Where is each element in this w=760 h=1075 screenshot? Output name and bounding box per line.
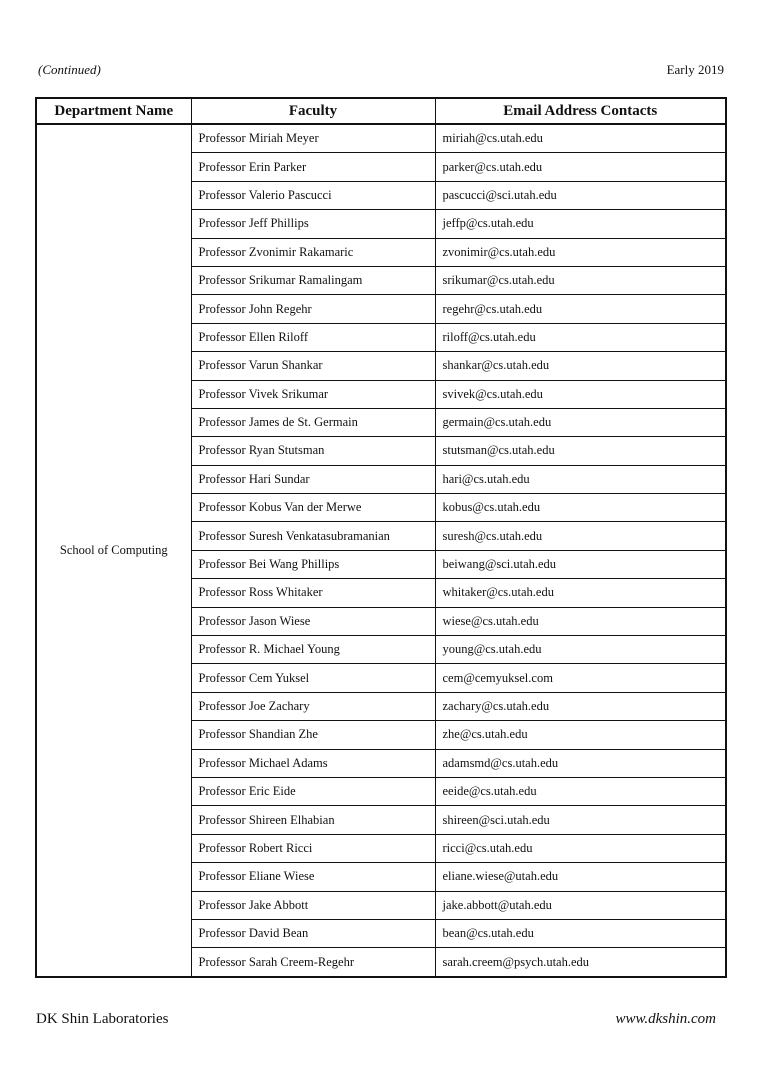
email-cell: pascucci@sci.utah.edu bbox=[435, 181, 726, 209]
faculty-name-cell: Professor Kobus Van der Merwe bbox=[191, 494, 435, 522]
email-cell: srikumar@cs.utah.edu bbox=[435, 266, 726, 294]
faculty-name-cell: Professor Hari Sundar bbox=[191, 465, 435, 493]
faculty-name-cell: Professor Erin Parker bbox=[191, 153, 435, 181]
email-cell: beiwang@sci.utah.edu bbox=[435, 550, 726, 578]
faculty-name-cell: Professor R. Michael Young bbox=[191, 636, 435, 664]
email-cell: whitaker@cs.utah.edu bbox=[435, 579, 726, 607]
department-name-cell: School of Computing bbox=[36, 124, 191, 977]
continued-label: (Continued) bbox=[38, 62, 101, 77]
faculty-name-cell: Professor James de St. Germain bbox=[191, 408, 435, 436]
email-cell: germain@cs.utah.edu bbox=[435, 408, 726, 436]
email-cell: zvonimir@cs.utah.edu bbox=[435, 238, 726, 266]
faculty-name-cell: Professor Ross Whitaker bbox=[191, 579, 435, 607]
faculty-name-cell: Professor Jason Wiese bbox=[191, 607, 435, 635]
column-header-department: Department Name bbox=[36, 98, 191, 124]
faculty-name-cell: Professor Michael Adams bbox=[191, 749, 435, 777]
email-cell: zachary@cs.utah.edu bbox=[435, 692, 726, 720]
faculty-name-cell: Professor Jake Abbott bbox=[191, 891, 435, 919]
email-cell: hari@cs.utah.edu bbox=[435, 465, 726, 493]
column-header-email: Email Address Contacts bbox=[435, 98, 726, 124]
email-cell: kobus@cs.utah.edu bbox=[435, 494, 726, 522]
faculty-name-cell: Professor Sarah Creem-Regehr bbox=[191, 948, 435, 977]
faculty-name-cell: Professor Suresh Venkatasubramanian bbox=[191, 522, 435, 550]
email-cell: shireen@sci.utah.edu bbox=[435, 806, 726, 834]
email-cell: ricci@cs.utah.edu bbox=[435, 834, 726, 862]
faculty-name-cell: Professor Srikumar Ramalingam bbox=[191, 266, 435, 294]
faculty-name-cell: Professor Joe Zachary bbox=[191, 692, 435, 720]
email-cell: shankar@cs.utah.edu bbox=[435, 352, 726, 380]
email-cell: young@cs.utah.edu bbox=[435, 636, 726, 664]
faculty-name-cell: Professor Varun Shankar bbox=[191, 352, 435, 380]
faculty-name-cell: Professor John Regehr bbox=[191, 295, 435, 323]
email-cell: eliane.wiese@utah.edu bbox=[435, 863, 726, 891]
faculty-name-cell: Professor Vivek Srikumar bbox=[191, 380, 435, 408]
faculty-name-cell: Professor David Bean bbox=[191, 919, 435, 947]
table-body bbox=[36, 124, 726, 977]
email-cell: miriah@cs.utah.edu bbox=[435, 124, 726, 153]
email-cell: suresh@cs.utah.edu bbox=[435, 522, 726, 550]
email-cell: wiese@cs.utah.edu bbox=[435, 607, 726, 635]
faculty-name-cell: Professor Ryan Stutsman bbox=[191, 437, 435, 465]
faculty-name-cell: Professor Jeff Phillips bbox=[191, 210, 435, 238]
faculty-name-cell: Professor Bei Wang Phillips bbox=[191, 550, 435, 578]
email-cell: sarah.creem@psych.utah.edu bbox=[435, 948, 726, 977]
email-cell: regehr@cs.utah.edu bbox=[435, 295, 726, 323]
faculty-name-cell: Professor Zvonimir Rakamaric bbox=[191, 238, 435, 266]
email-cell: stutsman@cs.utah.edu bbox=[435, 437, 726, 465]
faculty-name-cell: Professor Miriah Meyer bbox=[191, 124, 435, 153]
faculty-name-cell: Professor Eliane Wiese bbox=[191, 863, 435, 891]
email-cell: zhe@cs.utah.edu bbox=[435, 721, 726, 749]
email-cell: riloff@cs.utah.edu bbox=[435, 323, 726, 351]
table-row bbox=[36, 124, 726, 153]
faculty-name-cell: Professor Cem Yuksel bbox=[191, 664, 435, 692]
email-cell: adamsmd@cs.utah.edu bbox=[435, 749, 726, 777]
email-cell: jeffp@cs.utah.edu bbox=[435, 210, 726, 238]
table-header-row bbox=[36, 98, 726, 124]
email-cell: parker@cs.utah.edu bbox=[435, 153, 726, 181]
email-cell: bean@cs.utah.edu bbox=[435, 919, 726, 947]
footer-website: www.dkshin.com bbox=[615, 1011, 716, 1027]
email-cell: svivek@cs.utah.edu bbox=[435, 380, 726, 408]
column-header-faculty: Faculty bbox=[191, 98, 435, 124]
document-date: Early 2019 bbox=[666, 62, 724, 77]
faculty-name-cell: Professor Valerio Pascucci bbox=[191, 181, 435, 209]
email-cell: eeide@cs.utah.edu bbox=[435, 777, 726, 805]
footer-company: DK Shin Laboratories bbox=[36, 1011, 169, 1027]
faculty-name-cell: Professor Shireen Elhabian bbox=[191, 806, 435, 834]
faculty-contacts-table bbox=[35, 97, 727, 978]
faculty-name-cell: Professor Eric Eide bbox=[191, 777, 435, 805]
faculty-name-cell: Professor Shandian Zhe bbox=[191, 721, 435, 749]
faculty-name-cell: Professor Ellen Riloff bbox=[191, 323, 435, 351]
faculty-name-cell: Professor Robert Ricci bbox=[191, 834, 435, 862]
email-cell: cem@cemyuksel.com bbox=[435, 664, 726, 692]
email-cell: jake.abbott@utah.edu bbox=[435, 891, 726, 919]
